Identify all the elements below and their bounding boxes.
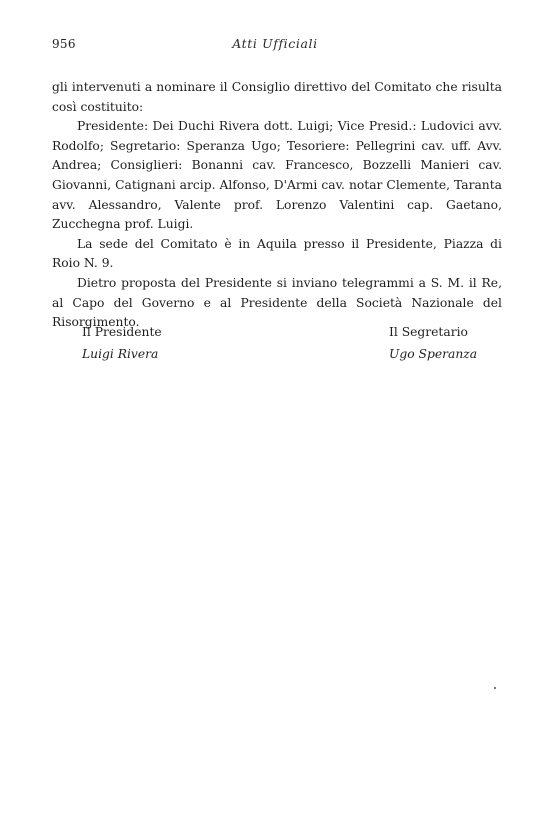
signature-role: Il Segretario xyxy=(389,325,468,339)
paragraph-intro: gli intervenuti a nominare il Consiglio direttivo del Comitato che risulta così costituito: xyxy=(52,80,502,114)
page-number: 956 xyxy=(52,37,76,51)
paragraph-council: Presidente: Dei Duchi Rivera dott. Luigi; Vice Presid.: Ludovici avv. Rodolfo; Segretario: Speranza Ugo; Tesoriere: Pellegrini cav. uff. Avv. Andrea; Consiglieri: Bonanni cav. Francesco, Bozzelli Manieri cav. Giovanni, Catignani arcip. Alfonso, D'Armi cav. notar Clemente, Taranta avv. Alessandro, Valente prof. Lorenzo Valentini cap. Gaetano, Zucchegna prof. Luigi. xyxy=(52,119,502,232)
signature-role: Il Presidente xyxy=(82,325,162,339)
signature-name: Ugo Speranza xyxy=(389,347,478,361)
signature-president xyxy=(82,321,162,365)
signature-name: Luigi Rivera xyxy=(82,347,159,361)
body-text xyxy=(52,78,502,333)
print-speck xyxy=(494,687,496,689)
signature-secretary xyxy=(389,321,477,365)
running-title: Atti Ufficiali xyxy=(232,36,318,51)
paragraph-telegrams: Dietro proposta del Presidente si inviano telegrammi a S. M. il Re, al Capo del Governo e al Presidente della Società Nazionale del Risorgimento. xyxy=(52,275,502,330)
paragraph-seat: La sede del Comitato è in Aquila presso il Presidente, Piazza di Roio N. 9. xyxy=(52,236,502,271)
